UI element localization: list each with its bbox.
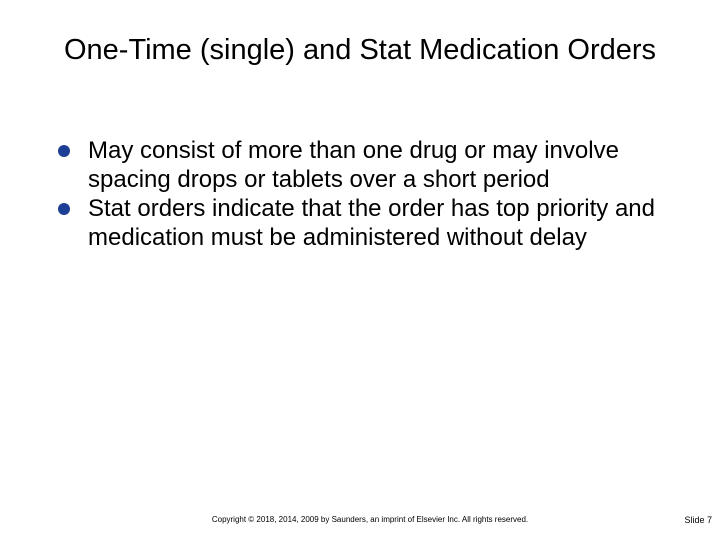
bullet-list	[58, 136, 678, 252]
slide-title: One-Time (single) and Stat Medication Orders	[63, 34, 657, 66]
bullet-text: May consist of more than one drug or may involve spacing drops or tablets over a short period	[88, 137, 619, 193]
bullet-text: Stat orders indicate that the order has top priority and medication must be administered without delay	[88, 195, 655, 251]
bullet-dot-icon	[58, 203, 70, 215]
bullet-dot-icon	[58, 145, 70, 157]
bullet-item	[58, 136, 678, 194]
bullet-item	[58, 194, 678, 252]
slide-number: Slide 7	[684, 515, 712, 525]
copyright-footer: Copyright © 2018, 2014, 2009 by Saunders, an imprint of Elsevier Inc. All rights reserved.	[211, 515, 529, 524]
